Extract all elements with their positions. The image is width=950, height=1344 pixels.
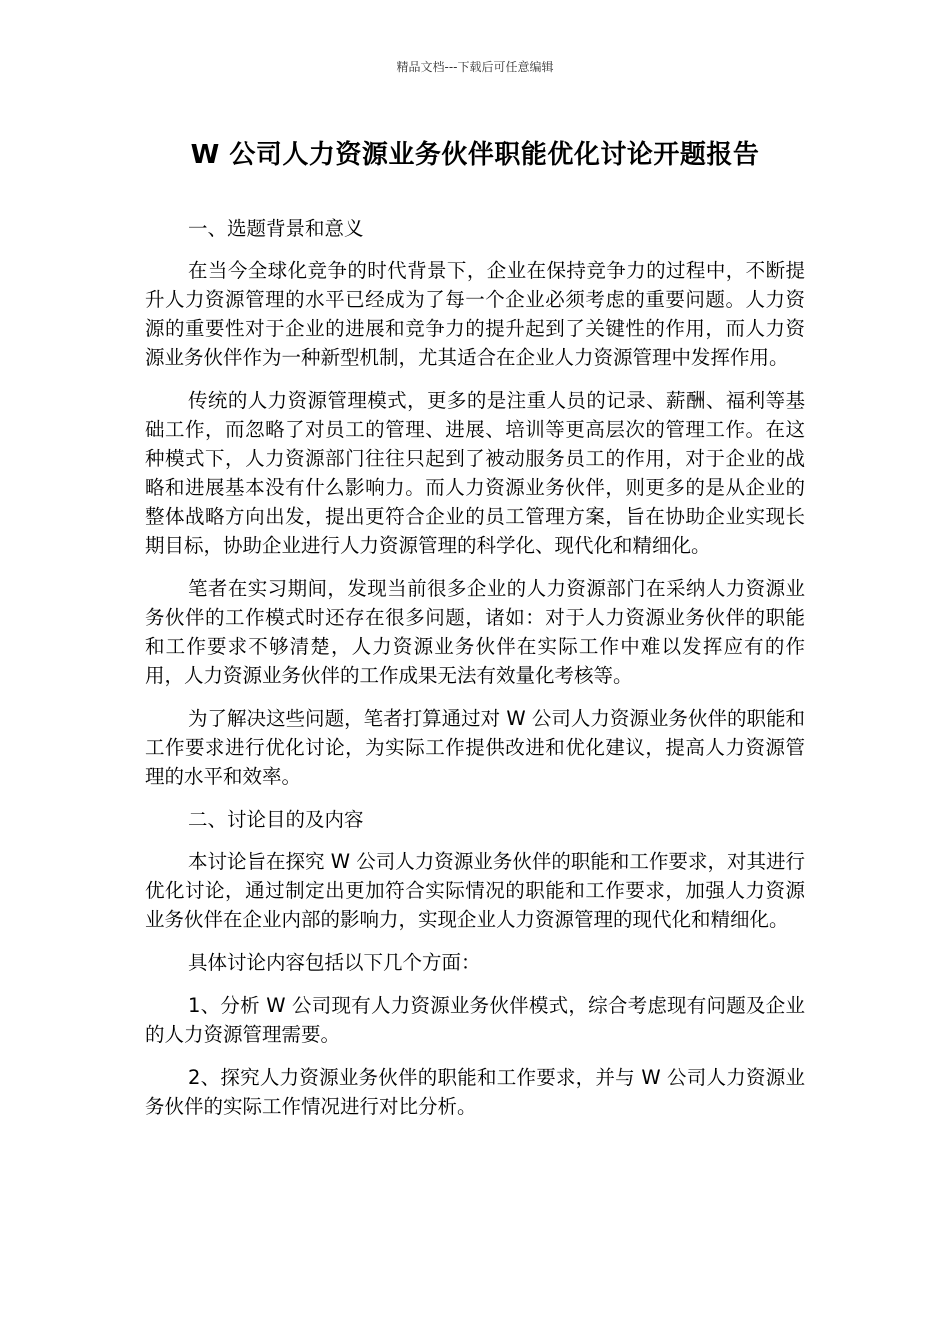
paragraph: 为了解决这些问题，笔者打算通过对 W 公司人力资源业务伙伴的职能和工作要求进行优化讨论，为实际工作提供改进和优化建议，提高人力资源管理的水平和效率。 <box>145 707 805 788</box>
document-body <box>145 214 805 1135</box>
section-heading-background: 一、选题背景和意义 <box>188 217 364 240</box>
header-note: 精品文档---下载后可任意编辑 <box>396 60 554 74</box>
paragraph: 具体讨论内容包括以下几个方面： <box>188 951 481 974</box>
list-item: 1、分析 W 公司现有人力资源业务伙伴模式，综合考虑现有问题及企业的人力资源管理需要。 <box>145 994 805 1046</box>
section-heading-purpose: 二、讨论目的及内容 <box>188 808 364 831</box>
paragraph: 本讨论旨在探究 W 公司人力资源业务伙伴的职能和工作要求，对其进行优化讨论，通过制定出更加符合实际情况的职能和工作要求，加强人力资源业务伙伴在企业内部的影响力，实现企业人力资源管理的现代化和精细化。 <box>145 850 805 931</box>
list-item: 2、探究人力资源业务伙伴的职能和工作要求，并与 W 公司人力资源业务伙伴的实际工作情况进行对比分析。 <box>145 1066 805 1118</box>
paragraph: 传统的人力资源管理模式，更多的是注重人员的记录、薪酬、福利等基础工作，而忽略了对员工的管理、进展、培训等更高层次的管理工作。在这种模式下，人力资源部门往往只起到了被动服务员工的作用，对于企业的战略和进展基本没有什么影响力。而人力资源业务伙伴，则更多的是从企业的整体战略方向出发，提出更符合企业的员工管理方案，旨在协助企业实现长期目标，协助企业进行人力资源管理的科学化、现代化和精细化。 <box>145 389 805 557</box>
document-title: W 公司人力资源业务伙伴职能优化讨论开题报告 <box>190 140 760 170</box>
paragraph: 在当今全球化竞争的时代背景下，企业在保持竞争力的过程中，不断提升人力资源管理的水平已经成为了每一个企业必须考虑的重要问题。人力资源的重要性对于企业的进展和竞争力的提升起到了关键性的作用，而人力资源业务伙伴作为一种新型机制，尤其适合在企业人力资源管理中发挥作用。 <box>145 259 805 369</box>
paragraph: 笔者在实习期间，发现当前很多企业的人力资源部门在采纳人力资源业务伙伴的工作模式时还存在很多问题，诸如：对于人力资源业务伙伴的职能和工作要求不够清楚，人力资源业务伙伴在实际工作中难以发挥应有的作用，人力资源业务伙伴的工作成果无法有效量化考核等。 <box>145 577 805 687</box>
